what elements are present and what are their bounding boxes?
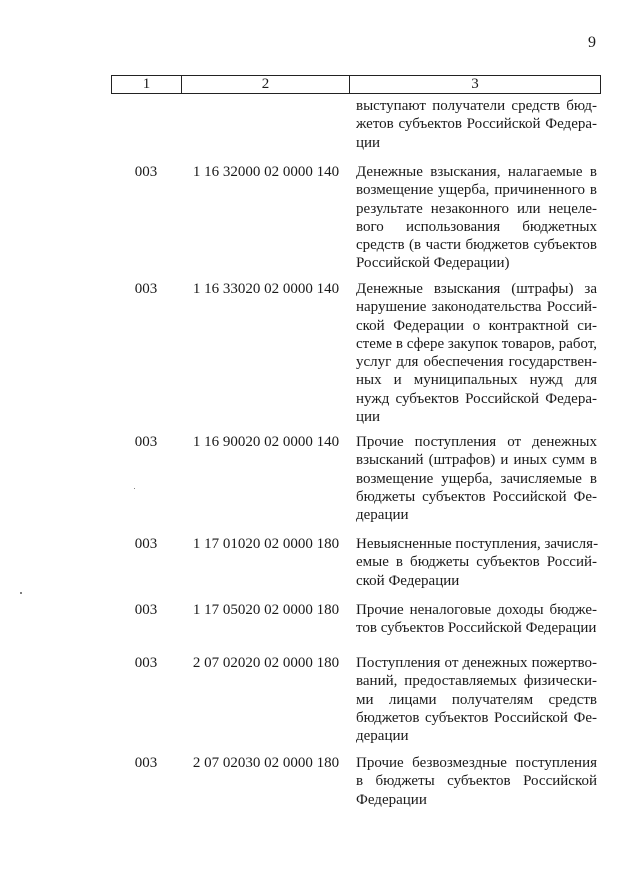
revenue-description	[356, 535, 597, 590]
budget-code: 2 07 02030 02 0000 180	[192, 755, 340, 771]
description-line: возмещение ущерба, зачисляемые в	[356, 470, 597, 487]
admin-code: 003	[134, 281, 158, 297]
revenue-description	[356, 601, 597, 638]
description-line: Прочие неналоговые доходы бюдже-	[356, 602, 597, 618]
admin-code: 003	[134, 602, 158, 618]
description-line: вого использования бюджетных	[356, 218, 597, 235]
description-line: возмещение ущерба, причиненного в	[356, 182, 597, 199]
description-line: Денежные взыскания, налагаемые в	[356, 164, 597, 180]
revenue-description	[356, 654, 597, 745]
description-line: Денежные взыскания (штрафы) за	[356, 281, 597, 297]
description-line: дерации	[356, 728, 409, 745]
budget-code: 2 07 02020 02 0000 180	[192, 655, 340, 671]
revenue-description	[356, 754, 597, 809]
description-line: нужд субъектов Российской Федера-	[356, 390, 597, 407]
admin-code: 003	[134, 164, 158, 180]
revenue-description	[356, 163, 597, 273]
description-line: Российской Федерации)	[356, 255, 510, 272]
description-line: услуг для обеспечения государствен-	[356, 354, 597, 371]
budget-code: 1 17 01020 02 0000 180	[192, 536, 340, 552]
admin-code: 003	[134, 755, 158, 771]
description-line: стеме в сфере закупок товаров, работ,	[356, 335, 597, 352]
description-line: ных и муниципальных нужд для	[356, 372, 597, 389]
description-line: Прочие безвозмездные поступления	[356, 755, 597, 771]
budget-code: 1 16 90020 02 0000 140	[192, 434, 340, 450]
description-line: Прочие поступления от денежных	[356, 434, 597, 450]
description-line: бюджетов субъектов Российской Фе-	[356, 709, 597, 726]
description-line: Поступления от денежных пожертво-	[356, 655, 597, 671]
description-line: ции	[356, 409, 381, 426]
scan-speck	[134, 488, 135, 489]
budget-code: 1 16 33020 02 0000 140	[192, 281, 340, 297]
description-line: жетов субъектов Российской Федера-	[356, 116, 597, 133]
revenue-description	[356, 433, 597, 524]
description-line: ваний, предоставляемых физически-	[356, 673, 597, 690]
description-line: выступают получатели средств бюд-	[356, 98, 597, 114]
description-line: Невыясненные поступления, зачисля-	[356, 536, 599, 552]
page-number: 9	[588, 34, 596, 51]
description-line: ской Федерации о контрактной си-	[356, 317, 597, 334]
revenue-description	[356, 280, 597, 426]
header-col-2: 2	[182, 76, 350, 93]
description-line: в бюджеты субъектов Российской	[356, 773, 597, 790]
budget-code: 1 16 32000 02 0000 140	[192, 164, 340, 180]
revenue-description	[356, 97, 597, 152]
description-line: нарушение законодательства Россий-	[356, 299, 597, 316]
admin-code: 003	[134, 655, 158, 671]
budget-code: 1 17 05020 02 0000 180	[192, 602, 340, 618]
description-line: ции	[356, 134, 381, 151]
description-line: ми лицами получателям средств	[356, 691, 597, 708]
description-line: Федерации	[356, 791, 427, 808]
description-line: взысканий (штрафов) и иных сумм в	[356, 452, 597, 469]
description-line: тов субъектов Российской Федерации	[356, 620, 597, 637]
description-line: бюджеты субъектов Российской Фе-	[356, 488, 597, 505]
scan-speck	[20, 592, 22, 594]
description-line: дерации	[356, 507, 409, 524]
admin-code: 003	[134, 434, 158, 450]
admin-code: 003	[134, 536, 158, 552]
header-col-1: 1	[112, 76, 182, 93]
description-line: ской Федерации	[356, 572, 460, 589]
description-line: средств (в части бюджетов субъектов	[356, 237, 597, 254]
table-header	[111, 75, 601, 94]
description-line: емые в бюджеты субъектов Россий-	[356, 554, 597, 571]
description-line: результате незаконного или нецеле-	[356, 200, 597, 217]
header-col-3: 3	[471, 76, 479, 92]
